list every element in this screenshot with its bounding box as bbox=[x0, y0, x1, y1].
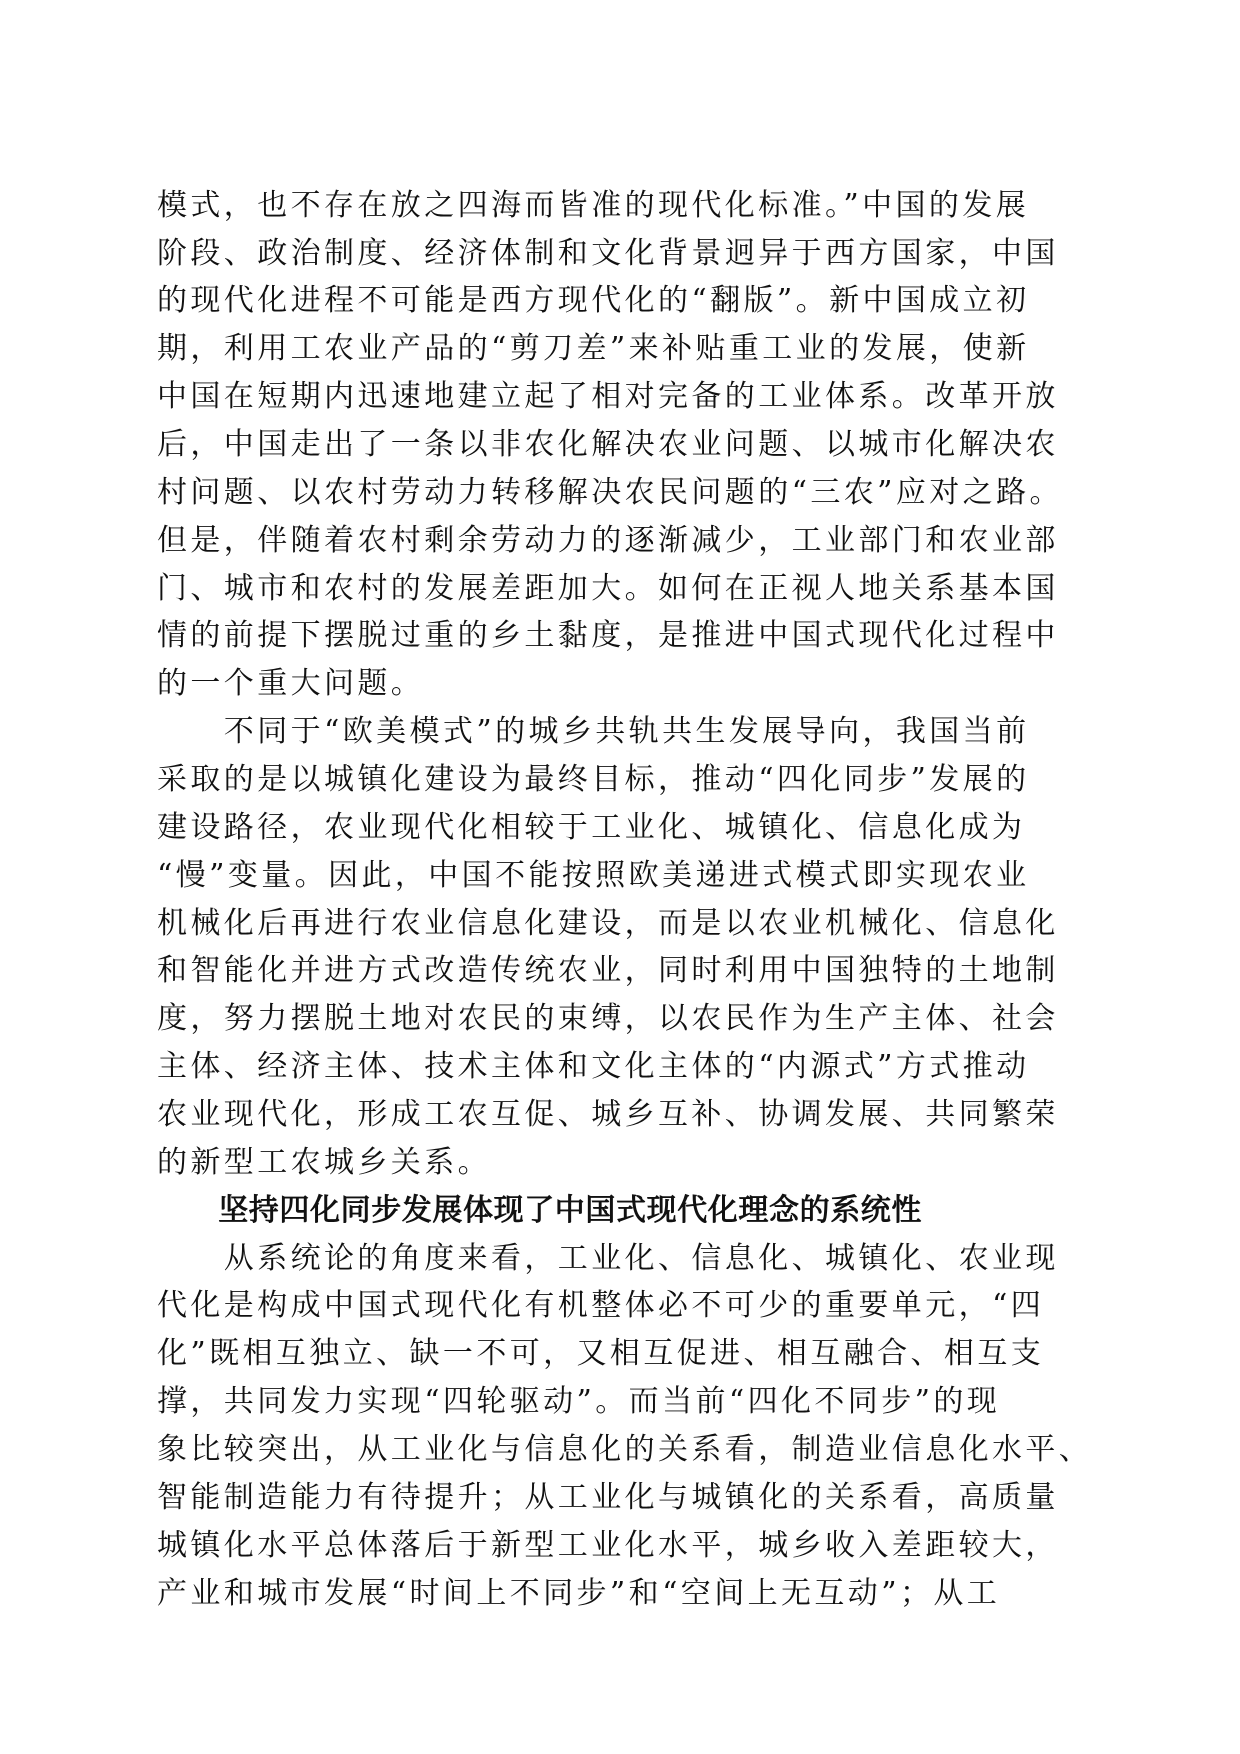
text-line-2: 阶段、政治制度、经济体制和文化背景迥异于西方国家，中国 bbox=[157, 236, 1059, 271]
text-line-13: 采取的是以城镇化建设为最终目标，推动“四化同步”发展的 bbox=[157, 762, 1030, 797]
text-line-29: 城镇化水平总体落后于新型工业化水平，城乡收入差距较大， bbox=[157, 1528, 1059, 1563]
text-line-11: 的一个重大问题。 bbox=[157, 666, 425, 701]
text-line-23: 从系统论的角度来看，工业化、信息化、城镇化、农业现 bbox=[157, 1241, 1059, 1276]
text-line-27: 象比较突出，从工业化与信息化的关系看，制造业信息化水平、 bbox=[157, 1432, 1093, 1467]
text-line-20: 农业现代化，形成工农互促、城乡互补、协调发展、共同繁荣 bbox=[157, 1097, 1059, 1132]
text-line-25: 化”既相互独立、缺一不可，又相互促进、相互融合、相互支 bbox=[157, 1336, 1045, 1371]
text-line-4: 期，利用工农业产品的“剪刀差”来补贴重工业的发展，使新 bbox=[157, 331, 1030, 366]
text-line-26: 撑，共同发力实现“四轮驱动”。而当前“四化不同步”的现 bbox=[157, 1384, 1001, 1419]
text-line-15: “慢”变量。因此，中国不能按照欧美递进式模式即实现农业 bbox=[157, 858, 1030, 893]
text-line-9: 门、城市和农村的发展差距加大。如何在正视人地关系基本国 bbox=[157, 571, 1059, 606]
text-line-5: 中国在短期内迅速地建立起了相对完备的工业体系。改革开放 bbox=[157, 379, 1059, 414]
text-line-19: 主体、经济主体、技术主体和文化主体的“内源式”方式推动 bbox=[157, 1049, 1030, 1084]
section-heading: 坚持四化同步发展体现了中国式现代化理念的系统性 bbox=[157, 1193, 922, 1228]
text-line-28: 智能制造能力有待提升；从工业化与城镇化的关系看，高质量 bbox=[157, 1480, 1059, 1515]
text-line-6: 后，中国走出了一条以非农化解决农业问题、以城市化解决农 bbox=[157, 427, 1059, 462]
text-line-21: 的新型工农城乡关系。 bbox=[157, 1145, 491, 1180]
text-line-1: 模式，也不存在放之四海而皆准的现代化标准。”中国的发展 bbox=[157, 188, 1030, 223]
text-line-18: 度，努力摆脱土地对农民的束缚，以农民作为生产主体、社会 bbox=[157, 1001, 1059, 1036]
text-line-12: 不同于“欧美模式”的城乡共轨共生发展导向，我国当前 bbox=[157, 714, 1030, 749]
text-line-14: 建设路径，农业现代化相较于工业化、城镇化、信息化成为 bbox=[157, 810, 1026, 845]
text-line-10: 情的前提下摆脱过重的乡土黏度，是推进中国式现代化过程中 bbox=[157, 618, 1059, 653]
text-line-16: 机械化后再进行农业信息化建设，而是以农业机械化、信息化 bbox=[157, 906, 1059, 941]
text-line-30: 产业和城市发展“时间上不同步”和“空间上无互动”；从工 bbox=[157, 1576, 1001, 1611]
text-line-17: 和智能化并进方式改造传统农业，同时利用中国独特的土地制 bbox=[157, 953, 1059, 988]
text-line-7: 村问题、以农村劳动力转移解决农民问题的“三农”应对之路。 bbox=[157, 475, 1063, 510]
text-line-8: 但是，伴随着农村剩余劳动力的逐渐减少，工业部门和农业部 bbox=[157, 523, 1059, 558]
text-line-3: 的现代化进程不可能是西方现代化的“翻版”。新中国成立初 bbox=[157, 283, 1030, 318]
text-line-24: 代化是构成中国式现代化有机整体必不可少的重要单元，“四 bbox=[157, 1288, 1045, 1323]
